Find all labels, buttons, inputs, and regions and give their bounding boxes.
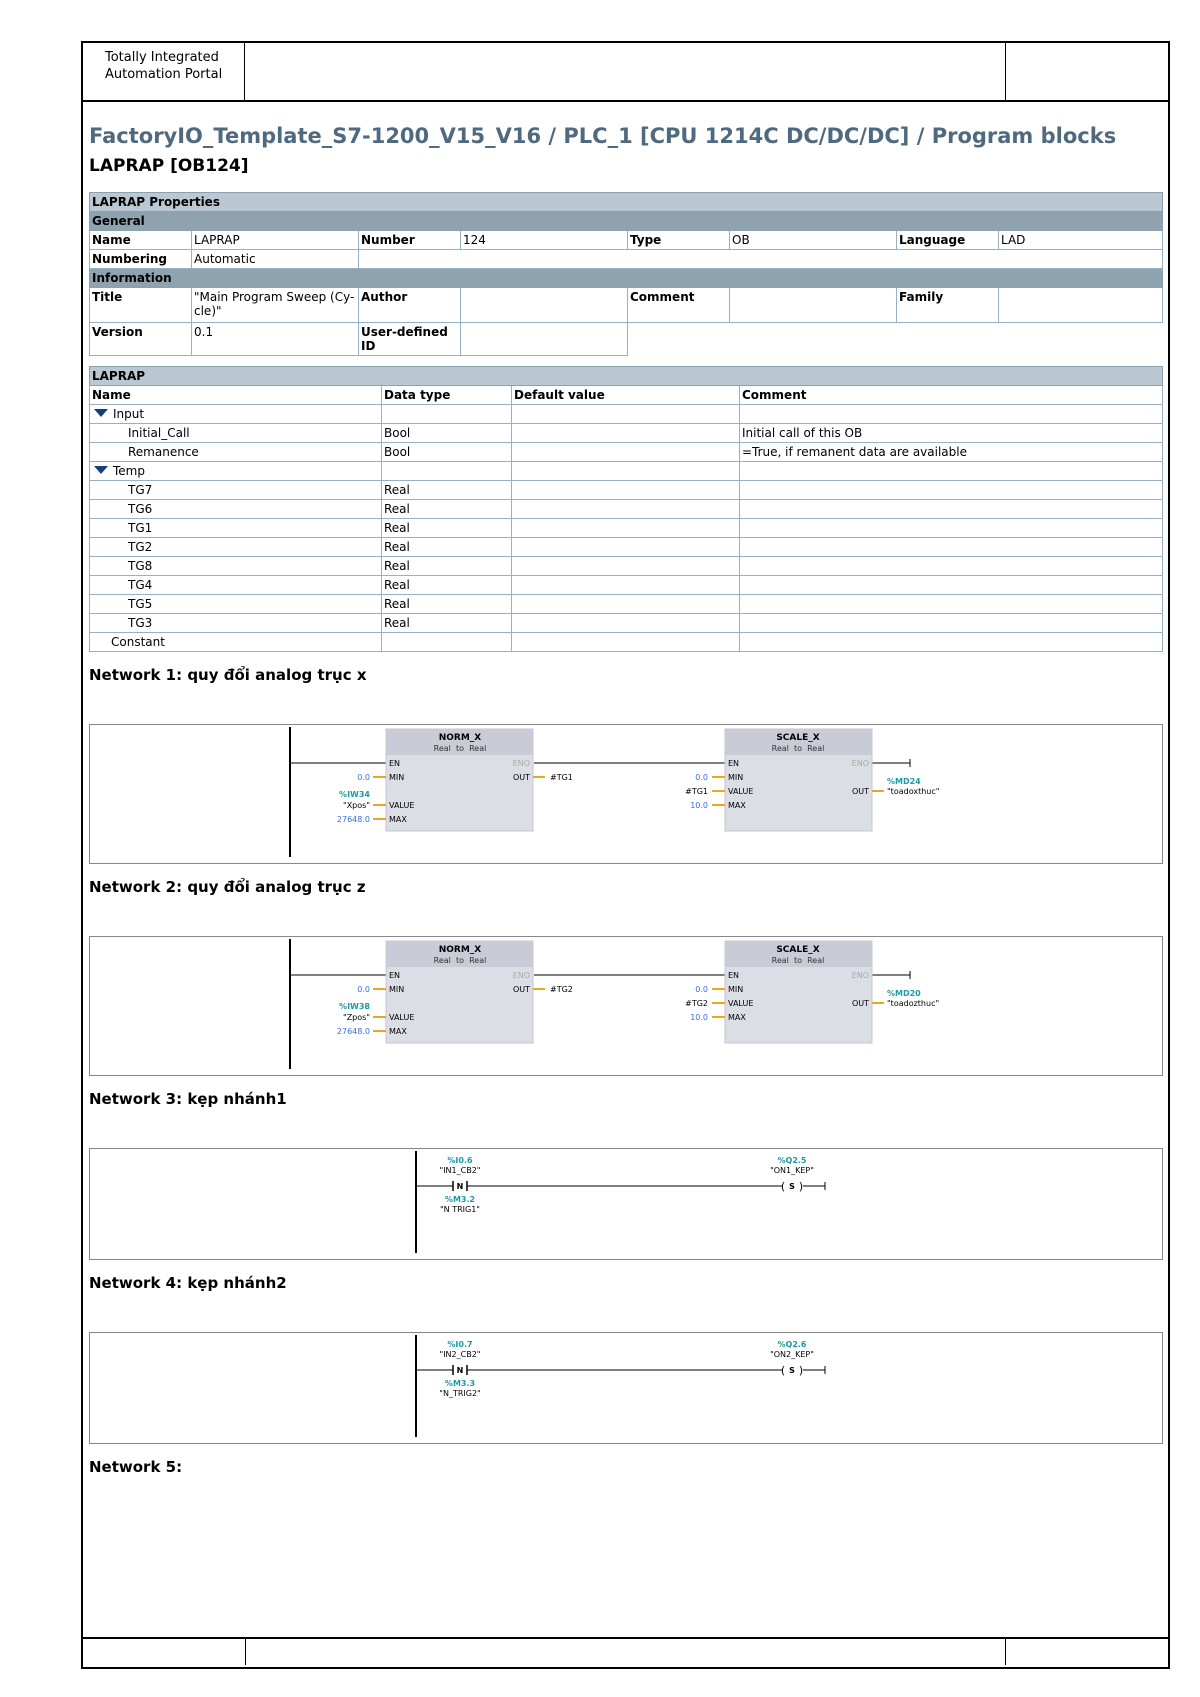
var-type: Real [382, 500, 512, 519]
pin-eno: ENO [512, 759, 530, 768]
norm-x-types: Real to Real [433, 956, 487, 965]
family-label: Family [897, 288, 999, 323]
table-row [90, 614, 1163, 633]
temp-group-label: Temp [113, 464, 145, 478]
app-name-line1: Totally Integrated [105, 50, 219, 65]
var-name: TG8 [90, 557, 382, 576]
coil-right-paren: ) [798, 1180, 804, 1193]
constant-group-label: Constant [90, 633, 382, 652]
scale-out-address: %MD24 [887, 777, 921, 786]
var-comment: =True, if remanent data are available [740, 443, 1163, 462]
coil-left-paren: ( [780, 1364, 786, 1377]
var-name: TG7 [90, 481, 382, 500]
network-4-title: Network 4: kẹp nhánh2 [89, 1274, 287, 1292]
contact-memory-address: %M3.2 [444, 1195, 476, 1204]
project-path-title: FactoryIO_Template_S7-1200_V15_V16 / PLC_1 [CPU 1214C DC/DC/DC] / Program blocks [89, 124, 1117, 148]
comment-value [730, 288, 897, 323]
document-content [89, 118, 1163, 1476]
table-row [90, 481, 1163, 500]
number-label: Number [359, 231, 461, 250]
network-3-ladder [90, 1149, 1164, 1259]
norm-max-value: 27648.0 [336, 815, 370, 824]
coil-right-paren: ) [798, 1364, 804, 1377]
coil-left-paren: ( [780, 1180, 786, 1193]
title-label: Title [90, 288, 192, 323]
pin-en: EN [728, 759, 740, 768]
pin-value: VALUE [389, 801, 415, 810]
author-label: Author [359, 288, 461, 323]
interface-section-title: LAPRAP [90, 367, 1163, 386]
scale-value-tag: #TG1 [685, 787, 708, 796]
network-2-title: Network 2: quy đổi analog trục z [89, 878, 366, 896]
interface-table [89, 366, 1163, 652]
table-row [90, 576, 1163, 595]
scale-x-name: SCALE_X [776, 733, 820, 743]
var-type: Bool [382, 424, 512, 443]
contact-address: %I0.6 [447, 1156, 473, 1165]
var-type: Real [382, 576, 512, 595]
norm-value-address: %IW38 [339, 1002, 370, 1011]
version-value: 0.1 [192, 323, 359, 356]
pin-value: VALUE [728, 787, 754, 796]
network-1-title: Network 1: quy đổi analog trục x [89, 666, 367, 684]
pin-en: EN [728, 971, 740, 980]
col-header-datatype: Data type [382, 386, 512, 405]
input-group-label: Input [113, 407, 145, 421]
pin-out: OUT [512, 985, 530, 994]
pin-value: VALUE [728, 999, 754, 1008]
coil-address: %Q2.6 [777, 1340, 807, 1349]
contact-tag: "IN2_CB2" [439, 1350, 481, 1359]
pin-min: MIN [389, 773, 405, 782]
scale-max-value: 10.0 [690, 801, 708, 810]
col-header-default: Default value [512, 386, 740, 405]
name-value: LAPRAP [192, 231, 359, 250]
type-label: Type [628, 231, 730, 250]
network-3-title: Network 3: kẹp nhánh1 [89, 1090, 287, 1108]
var-name: TG2 [90, 538, 382, 557]
author-value [461, 288, 628, 323]
number-value: 124 [461, 231, 628, 250]
pin-out: OUT [851, 999, 869, 1008]
norm-x-name: NORM_X [438, 733, 482, 743]
properties-section-title: LAPRAP Properties [90, 193, 1163, 212]
title-value: "Main Program Sweep (Cy-cle)" [192, 288, 359, 323]
pin-out: OUT [512, 773, 530, 782]
numbering-label: Numbering [90, 250, 192, 269]
var-type: Real [382, 481, 512, 500]
table-row [90, 424, 1163, 443]
coil-symbol: S [789, 1366, 795, 1375]
var-name: Initial_Call [90, 424, 382, 443]
col-header-name: Name [90, 386, 382, 405]
var-default [512, 443, 740, 462]
pin-max: MAX [728, 801, 746, 810]
var-name: TG1 [90, 519, 382, 538]
table-row [90, 538, 1163, 557]
var-comment: Initial call of this OB [740, 424, 1163, 443]
scale-out-address: %MD20 [887, 989, 921, 998]
network-3-diagram [89, 1148, 1163, 1260]
table-row [90, 443, 1163, 462]
pin-value: VALUE [389, 1013, 415, 1022]
contact-address: %I0.7 [447, 1340, 473, 1349]
comment-label: Comment [628, 288, 730, 323]
norm-x-name: NORM_X [438, 945, 482, 955]
scale-x-name: SCALE_X [776, 945, 820, 955]
norm-out-tag: #TG2 [550, 985, 573, 994]
pin-min: MIN [389, 985, 405, 994]
footer-left-cell [83, 1639, 246, 1665]
scale-out-tag: "toadoxthuc" [887, 787, 940, 796]
information-section-title: Information [90, 269, 1163, 288]
coil-tag: "ON2_KEP" [770, 1350, 814, 1359]
contact-memory-address: %M3.3 [444, 1379, 476, 1388]
name-label: Name [90, 231, 192, 250]
norm-min-value: 0.0 [357, 985, 370, 994]
pin-max: MAX [389, 1027, 407, 1036]
scale-x-types: Real to Real [771, 744, 825, 753]
numbering-value: Automatic [192, 250, 359, 269]
contact-memory-tag: "N TRIG1" [440, 1205, 480, 1214]
var-name: Remanence [90, 443, 382, 462]
userid-label: User-defined ID [359, 323, 461, 356]
var-name: TG3 [90, 614, 382, 633]
language-value: LAD [999, 231, 1163, 250]
page-header [83, 43, 1168, 102]
scale-min-value: 0.0 [695, 985, 708, 994]
version-label: Version [90, 323, 192, 356]
scale-value-tag: #TG2 [685, 999, 708, 1008]
var-name: TG5 [90, 595, 382, 614]
userid-value [461, 323, 628, 356]
page-footer [83, 1637, 1168, 1667]
table-row [90, 595, 1163, 614]
norm-value-tag: "Xpos" [343, 801, 370, 810]
coil-symbol: S [789, 1182, 795, 1191]
norm-value-address: %IW34 [339, 790, 370, 799]
scale-min-value: 0.0 [695, 773, 708, 782]
network-4-ladder [90, 1333, 1164, 1443]
var-type: Bool [382, 443, 512, 462]
pin-eno: ENO [851, 759, 869, 768]
network-2-diagram [89, 936, 1163, 1076]
pin-max: MAX [389, 815, 407, 824]
table-row [90, 500, 1163, 519]
general-section-title: General [90, 212, 1163, 231]
col-header-comment: Comment [740, 386, 1163, 405]
coil-tag: "ON1_KEP" [770, 1166, 814, 1175]
network-5-title: Network 5: [89, 1458, 183, 1476]
coil-address: %Q2.5 [777, 1156, 807, 1165]
table-row [90, 462, 1163, 481]
var-type: Real [382, 538, 512, 557]
var-name: TG6 [90, 500, 382, 519]
header-right-cell [1005, 43, 1168, 100]
contact-tag: "IN1_CB2" [439, 1166, 481, 1175]
tia-portal-logo-text [83, 43, 245, 100]
block-name-heading: LAPRAP [OB124] [89, 156, 249, 176]
contact-symbol: N [456, 1366, 464, 1375]
properties-table [89, 192, 1163, 356]
pin-eno: ENO [851, 971, 869, 980]
pin-en: EN [389, 759, 401, 768]
table-row [90, 633, 1163, 652]
scale-out-tag: "toadozthuc" [887, 999, 940, 1008]
table-row [90, 405, 1163, 424]
pin-max: MAX [728, 1013, 746, 1022]
var-name: TG4 [90, 576, 382, 595]
contact-memory-tag: "N_TRIG2" [439, 1389, 481, 1398]
family-value [999, 288, 1163, 323]
network-1-diagram [89, 724, 1163, 864]
network-4-diagram [89, 1332, 1163, 1444]
table-row [90, 557, 1163, 576]
norm-out-tag: #TG1 [550, 773, 573, 782]
expand-triangle-icon[interactable] [94, 409, 108, 417]
scale-max-value: 10.0 [690, 1013, 708, 1022]
var-type: Real [382, 595, 512, 614]
var-default [512, 424, 740, 443]
network-2-ladder [90, 937, 1164, 1075]
var-type: Real [382, 557, 512, 576]
pin-eno: ENO [512, 971, 530, 980]
var-type: Real [382, 614, 512, 633]
var-type: Real [382, 519, 512, 538]
type-value: OB [730, 231, 897, 250]
norm-max-value: 27648.0 [336, 1027, 370, 1036]
network-1-ladder [90, 725, 1164, 863]
norm-min-value: 0.0 [357, 773, 370, 782]
language-label: Language [897, 231, 999, 250]
app-name-line2: Automation Portal [105, 67, 223, 82]
pin-en: EN [389, 971, 401, 980]
scale-x-types: Real to Real [771, 956, 825, 965]
footer-right-cell [1005, 1639, 1168, 1665]
pin-min: MIN [728, 773, 744, 782]
pin-out: OUT [851, 787, 869, 796]
norm-value-tag: "Zpos" [343, 1013, 370, 1022]
expand-triangle-icon[interactable] [94, 466, 108, 474]
pin-min: MIN [728, 985, 744, 994]
contact-symbol: N [456, 1182, 464, 1191]
numbering-spacer [359, 250, 1163, 269]
norm-x-types: Real to Real [433, 744, 487, 753]
table-row [90, 519, 1163, 538]
